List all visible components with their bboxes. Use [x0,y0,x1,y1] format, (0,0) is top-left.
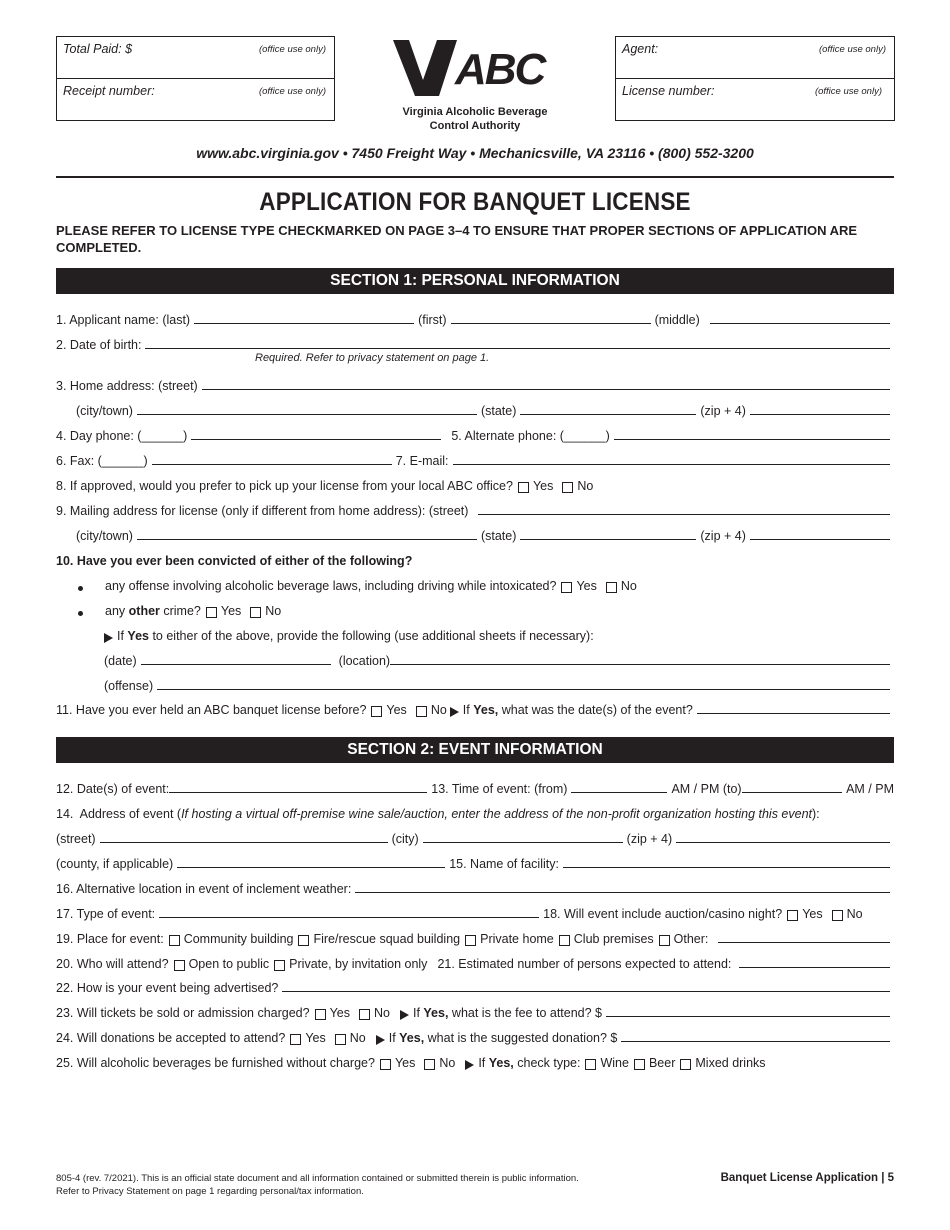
q18-no-checkbox[interactable] [832,910,843,921]
am-pm-to-label: AM / PM (to) [671,782,742,796]
time-from-field[interactable] [571,791,667,793]
middle-label: (middle) [654,313,700,327]
footer-line-2: Refer to Privacy Statement on page 1 regarding personal/tax information. [56,1186,364,1197]
home-city-field[interactable] [137,413,477,415]
q25-yes-checkbox[interactable] [380,1059,391,1070]
last-name-field[interactable] [194,322,414,324]
alternative-location-field[interactable] [355,891,890,893]
q10a-yes-checkbox[interactable] [561,582,572,593]
event-dates-field[interactable] [169,791,427,793]
q7-label: 7. E-mail: [395,454,449,468]
if-label: If [412,1006,424,1020]
day-phone-field[interactable] [191,438,441,440]
q6-label: 6. Fax: (______) [56,454,148,468]
no-label: No [439,1056,456,1070]
footer-line-1: 805-4 (rev. 7/2021). This is an official state document and all information contained or submitted therein is public information. [56,1173,579,1184]
conviction-offense-field[interactable] [157,688,890,690]
footer-legal [56,1172,579,1198]
conviction-date-field[interactable] [141,663,331,665]
open-to-public-label: Open to public [188,957,270,971]
if-label: If [462,703,474,717]
q4-label: 4. Day phone: (______) [56,429,188,443]
office-box-right [615,36,895,121]
other-place-field[interactable] [718,941,890,943]
home-zip-field[interactable] [750,413,890,415]
state-label: (state) [480,404,517,418]
q25-free-alcohol [56,1052,894,1070]
date-of-birth-field[interactable] [145,347,890,349]
bullet [78,611,83,616]
q10a-no-checkbox[interactable] [606,582,617,593]
q24-no-checkbox[interactable] [335,1034,346,1045]
q10-label: 10. Have you ever been convicted of either of the following? [56,554,413,568]
q25-post-label: check type: [513,1056,581,1070]
q16-alternative-location [56,878,894,896]
mixed-drinks-checkbox[interactable] [680,1059,691,1070]
private-invitation-checkbox[interactable] [274,960,285,971]
yes-label: Yes [394,1056,416,1070]
contact-address-line: www.abc.virginia.gov • 7450 Freight Way • Mechanicsville, VA 23116 • (800) 552-3200 [196,145,754,161]
receipt-number-cell[interactable] [57,79,334,121]
q3-label: 3. Home address: (street) [56,379,198,393]
q10a-label: any offense involving alcoholic beverage laws, including driving while intoxicated? [105,579,557,593]
q25-no-checkbox[interactable] [424,1059,435,1070]
q10c-details-instruction [104,625,894,643]
org-name [380,105,570,133]
zip-label: (zip + 4) [626,832,673,846]
q20-label: 20. Who will attend? [56,957,169,971]
other-place-checkbox[interactable] [659,935,670,946]
q10b-label-post: crime? [159,604,201,618]
q17-label: 17. Type of event: [56,907,156,921]
facility-name-field[interactable] [563,866,890,868]
bullet [78,586,83,591]
yes-label: Yes [386,703,407,717]
q14-pre: 14. Address of event ( [56,807,182,821]
q9-label: 9. Mailing address for license (only if different from home address): (street) [56,504,469,518]
q10-convictions [56,550,894,568]
q4-q5-phones [56,425,894,443]
q8-no-checkbox[interactable] [562,482,573,493]
yes-bold-label: Yes, [473,703,499,717]
attendance-fee-field[interactable] [606,1015,890,1017]
abc-logo [393,40,555,98]
suggested-donation-field[interactable] [621,1040,890,1042]
city-label: (city/town) [76,404,133,418]
q15-label: 15. Name of facility: [449,857,559,871]
mailing-city-row [76,525,894,543]
club-premises-checkbox[interactable] [559,935,570,946]
q17-q18-type-auction [56,903,894,921]
q10c-post: to either of the above, provide the following (use additional sheets if necessary): [148,629,594,643]
agent-cell[interactable] [616,37,894,79]
logo-text: ABC [455,45,545,94]
mixed-drinks-label: Mixed drinks [695,1056,766,1070]
q10a-alcohol-offense [56,575,894,593]
event-street-row [56,828,894,846]
county-field[interactable] [177,866,445,868]
community-building-label: Community building [183,932,294,946]
q16-label: 16. Alternative location in event of inclement weather: [56,882,352,896]
q22-advertising [56,977,894,995]
community-building-checkbox[interactable] [169,935,180,946]
q10b-label-bold: other [128,604,160,618]
q13-label: 13. Time of event: (from) [431,782,568,796]
office-use-note: (office use only) [814,86,882,97]
fire-rescue-checkbox[interactable] [298,935,309,946]
county-facility-row [56,853,894,871]
q6-q7-fax-email [56,450,894,468]
no-label: No [430,703,447,717]
office-use-note: (office use only) [258,44,326,55]
license-number-label: License number: [622,84,715,98]
q8-yes-checkbox[interactable] [518,482,529,493]
first-label: (first) [418,313,447,327]
q23-post-label: what is the fee to attend? $ [448,1006,603,1020]
am-pm-label: AM / PM [846,782,894,796]
section-1-heading: SECTION 1: PERSONAL INFORMATION [56,268,894,294]
q11-label: 11. Have you ever held an ABC banquet license before? [56,703,367,717]
q19-place-for-event [56,928,894,946]
arrow-right-icon [450,707,459,717]
zip-label: (zip + 4) [700,404,746,418]
yes-label: Yes [532,479,554,493]
open-to-public-checkbox[interactable] [174,960,185,971]
zip-label: (zip + 4) [700,529,746,543]
prior-event-dates-field[interactable] [697,712,890,714]
other-place-label: Other: [673,932,709,946]
section-2-heading: SECTION 2: EVENT INFORMATION [56,737,894,763]
yes-label: Yes [329,1006,350,1020]
agent-label: Agent: [622,42,659,56]
arrow-right-icon [465,1060,474,1070]
county-label: (county, if applicable) [56,857,174,871]
mailing-state-field[interactable] [520,538,696,540]
q9-mailing-address [56,500,894,518]
total-paid-label: Total Paid: $ [63,42,133,56]
total-paid-cell[interactable] [57,37,334,79]
org-line-2: Control Authority [429,120,521,132]
event-street-field[interactable] [100,841,388,843]
city-label: (city) [391,832,419,846]
q3-home-address [56,375,894,393]
club-premises-label: Club premises [573,932,654,946]
instruction-notice: PLEASE REFER TO LICENSE TYPE CHECKMARKED ON PAGE 3–4 TO ENSURE THAT PROPER SECTIONS OF APPLICATION ARE COMPLETED. [56,223,858,255]
q10c-bold: Yes [127,629,149,643]
mailing-street-field[interactable] [478,513,890,515]
private-invitation-label: Private, by invitation only [289,957,428,971]
q14-event-address [56,803,894,821]
org-line-1: Virginia Alcoholic Beverage [402,106,548,118]
no-label: No [577,479,594,493]
arrow-right-icon [400,1010,409,1020]
header-divider [56,176,894,178]
fire-rescue-label: Fire/rescue squad building [313,932,461,946]
home-city-row [76,400,894,418]
email-field[interactable] [453,463,890,465]
fax-field[interactable] [152,463,392,465]
middle-name-field[interactable] [710,322,890,324]
q10b-no-checkbox[interactable] [250,607,261,618]
license-number-cell[interactable] [616,79,894,121]
q25-label: 25. Will alcoholic beverages be furnished without charge? [56,1056,375,1070]
q1-applicant-name [56,309,894,327]
q23-tickets [56,1002,894,1020]
q22-label: 22. How is your event being advertised? [56,981,279,995]
page-footer-label: Banquet License Application | 5 [720,1172,894,1184]
q5-label: 5. Alternate phone: (______) [451,429,610,443]
q24-label: 24. Will donations be accepted to attend? [56,1031,286,1045]
state-label: (state) [480,529,517,543]
q21-label: 21. Estimated number of persons expected to attend: [437,957,732,971]
if-label: If [478,1056,489,1070]
event-zip-field[interactable] [676,841,890,843]
q20-q21-attendance [56,953,894,971]
receipt-number-label: Receipt number: [63,84,155,98]
q10-offense [104,675,894,693]
yes-label: Yes [802,907,823,921]
home-state-field[interactable] [520,413,696,415]
if-label: If [388,1031,400,1045]
q11-no-checkbox[interactable] [416,706,427,717]
beer-label: Beer [648,1056,676,1070]
date-label: (date) [104,654,137,668]
privacy-note: Required. Refer to privacy statement on page 1. [255,352,490,364]
no-label: No [846,907,863,921]
q10b-yes-checkbox[interactable] [206,607,217,618]
yes-label: Yes [220,604,242,618]
no-label: No [374,1006,390,1020]
no-label: No [349,1031,366,1045]
mailing-city-field[interactable] [137,538,477,540]
city-label: (city/town) [76,529,133,543]
yes-bold-label: Yes, [423,1006,449,1020]
location-label: (location) [338,654,391,668]
event-type-field[interactable] [159,916,539,918]
estimated-persons-field[interactable] [739,966,890,968]
office-use-note: (office use only) [258,86,326,97]
q11-yes-checkbox[interactable] [371,706,382,717]
q24-yes-checkbox[interactable] [290,1034,301,1045]
q10b-label-pre: any [105,604,129,618]
q19-label: 19. Place for event: [56,932,164,946]
q23-no-checkbox[interactable] [359,1009,370,1020]
q14-italic: If hosting a virtual off-premise wine sale/auction, enter the address of the non-profit organization hosting this event [181,807,812,821]
q12-q13-date-time [56,778,894,796]
time-to-field[interactable] [742,791,842,793]
q12-label: 12. Date(s) of event: [56,782,170,796]
q2-date-of-birth [56,334,894,352]
yes-label: Yes [576,579,597,593]
q23-yes-checkbox[interactable] [315,1009,326,1020]
q24-post-label: what is the suggested donation? $ [424,1031,618,1045]
q2-label: 2. Date of birth: [56,338,142,352]
alternate-phone-field[interactable] [614,438,890,440]
q14-post: ): [812,807,820,821]
arrow-right-icon [104,633,113,643]
yes-bold-label: Yes, [488,1056,514,1070]
yes-label: Yes [305,1031,326,1045]
q18-label: 18. Will event include auction/casino night? [543,907,783,921]
advertising-field[interactable] [282,990,890,992]
q11-prior-license [56,699,894,717]
q24-donations [56,1027,894,1045]
q8-pickup [56,475,894,493]
offense-label: (offense) [104,679,154,693]
q8-label: 8. If approved, would you prefer to pick up your license from your local ABC office? [56,479,513,493]
office-box-left [56,36,335,121]
no-label: No [265,604,282,618]
q18-yes-checkbox[interactable] [787,910,798,921]
wine-checkbox[interactable] [585,1059,596,1070]
event-city-field[interactable] [423,841,623,843]
wine-label: Wine [600,1056,629,1070]
q10b-other-crime [56,600,894,618]
page-title: APPLICATION FOR BANQUET LICENSE [259,188,691,216]
office-use-note: (office use only) [818,44,886,55]
first-name-field[interactable] [451,322,651,324]
beer-checkbox[interactable] [634,1059,645,1070]
private-home-checkbox[interactable] [465,935,476,946]
q10c-pre: If [117,629,128,643]
q11-post-label: what was the date(s) of the event? [498,703,693,717]
q23-label: 23. Will tickets be sold or admission charged? [56,1006,310,1020]
mailing-zip-field[interactable] [750,538,890,540]
arrow-right-icon [376,1035,385,1045]
conviction-location-field[interactable] [390,663,890,665]
street-label: (street) [56,832,96,846]
yes-bold-label: Yes, [399,1031,425,1045]
private-home-label: Private home [480,932,554,946]
no-label: No [620,579,637,593]
q10-date-location [104,650,894,668]
q1-label: 1. Applicant name: (last) [56,313,191,327]
home-street-field[interactable] [202,388,890,390]
